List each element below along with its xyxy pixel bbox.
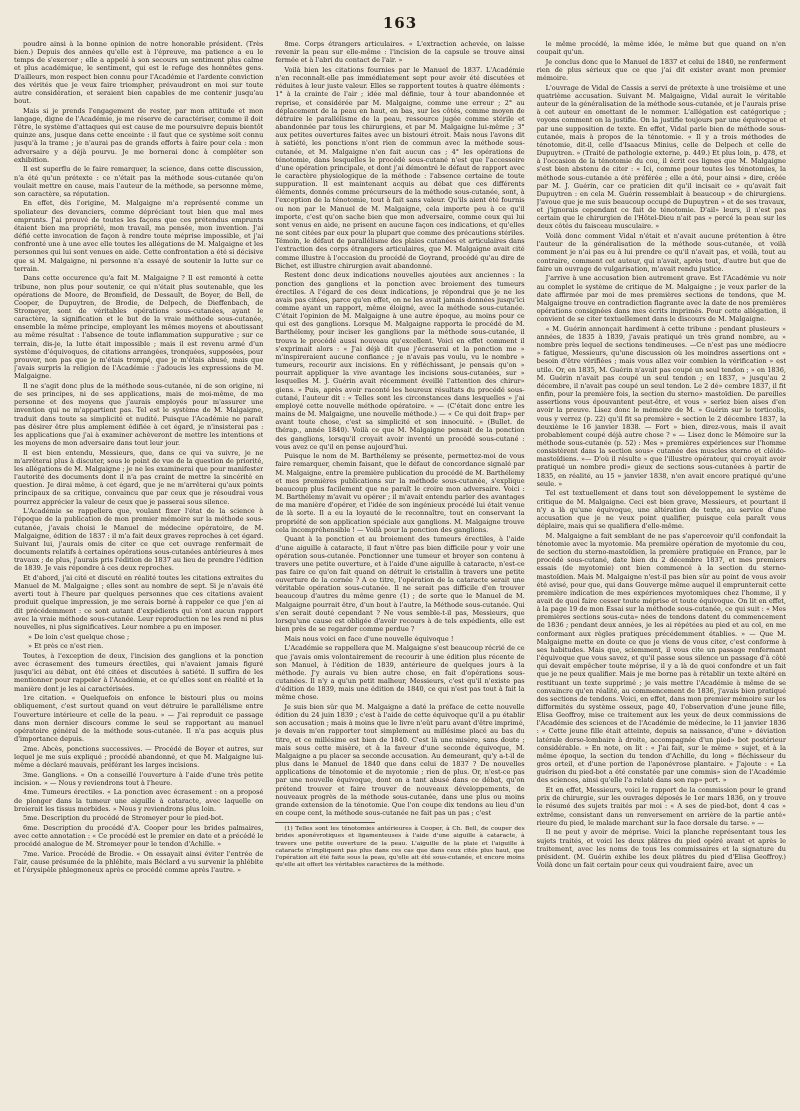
paragraph: Il ne s'agit donc plus de la méthode sous-cutanée, ni de son origine, ni de ses principes, ni de ses applications, mais de moi-même, de ma personne et des moyens que j'aurais employés pour m'assurer une invention qui ne m'appartient pas. Tel est le système de M. Malgaigne, traduit dans toute sa simplicité et nudité. Puisque l'Académie ne paraît pas désirer être plus amplement édifiée à cet égard, je n'insisterai pas : les applications que j'ai à examiner achèveront de mettre les intentions et les moyens de mon adversaire dans tout leur jour.: [14, 381, 264, 447]
column-left: [14, 40, 263, 1100]
column-middle: [275, 40, 524, 1100]
text-columns: [14, 40, 786, 1100]
paragraph: 2me. Abcès, ponctions successives. — Procédé de Boyer et autres, sur lequel je me suis expliqué ; procédé abandonné, et que M. Malgaigne lui-même a déclaré mauvais, préférant les larges incisions.: [14, 744, 264, 769]
paragraph: » De loin c'est quelque chose ;: [28, 632, 130, 641]
paragraph: 6me. Description du procédé d'A. Cooper pour les brides palmaires, avec cette annotation : « Ce procédé est le premier en date et a précédé le procédé analogue de M. Stromeyer pour le tendon d'Achille. »: [14, 824, 264, 849]
paragraph: Restent donc deux indications nouvelles ajoutées aux anciennes : la ponction des ganglions et la ponction avec broiement des tumeurs érectiles. A l'égard de ces deux indications, je répondrai que je ne les avais pas citées, parce qu'en effet, on ne les avait jamais données jusqu'ici comme ayant un rapport, même éloigné, avec la méthode sous-cutanée. C'était l'opinion de M. Malgaigne à une autre époque, au moins pour ce qui est des ganglions. Lorsque M. Malgaigne rapporta le procédé de M. Barthélemy, pour inciser les ganglions par la méthode sous-cutanée, il trouva le procédé aussi nouveau qu'excellent. Voici en effet comment il s'exprimait alors : « J'ai déjà dit que j'écraserai et la ponction me » m'inspireraient aucune confiance ; je n'avais pas voulu, vu le nombre » tumeurs, recourir aux incisions. En y réfléchissant, je pensais qu'on » pourrait appliquer la vive avantage les incisions sous-cutanées, sur » lesquelles M. J. Guérin avait récemment éveillé l'attention des chirur» giens. » Puis, après avoir raconté les heureux résultats du procédé sous-cutané, l'auteur dit : « Telles sont les circonstances dans lesquelles » j'ai employé cette nouvelle méthode opératoire. » — (C'était donc entre les mains de M. Malgaigne, une nouvelle méthode.) — « Ce qui doit frap» per avant toute chose, c'est sa simplicité et son innocuité. » (Bullet. de thérap., année 1840). Voilà ce que M. Malgaigne pensait de la ponction des ganglions, lorsqu'il croyait avoir inventé un procédé sous-cutané : vous avez ce qu'il en pense aujourd'hui.: [275, 271, 525, 451]
paragraph: L'Académie se rappellera que M. Malgaigne s'est beaucoup récrié de ce que j'avais omis volontairement de recourir à une édition plus récente de son Manuel, à l'édition de 1839, antérieure de quelques jours à la méthode. J'y aurais vu bien autre chose, en fait d'opérations sous-cutanées. Il n'y a qu'un petit malheur, Messieurs, c'est qu'il n'existe pas d'édition de 1839, mais une édition de 1840, ce qui n'est pas tout à fait la même chose.: [275, 644, 525, 702]
paragraph: « M. Guérin annonçait hardiment à cette tribune : pendant plusieurs » années, de 1835 à 1839, j'avais pratiqué un très grand nombre, au » nombre près lequel de sections tendineuses. —Ce n'est pas une médiocre » fatigue, Messieurs, qu'une discussion où les moindres assertions ont » besoin d'être vérifiées ; mais vous allez voir combien la vérification » est utile. Or, en 1835, M. Guérin n'avait pas coupé un seul tendon ; » en 1836, M. Guérin n'avait pas coupé un seul tendon ; en 1837, » jusqu'au 2 décembre, il n'avait pas coupé un seul tendon. Le 2 dé» cembre 1837, il fit enfin, pour la première fois, la section du sterno» mastoïdien. De pareilles assertions vous épouvantent peut-être, et vous » seriez bien aises d'en avoir la preuve. Lisez donc le mémoire de M. » Guérin sur le torticolis, vous y verrez (p. 22) qu'il fit sa première » section le 2 décembre 1837, la deuxième le 16 janvier 1838. — Fort » bien, direz-vous, mais il avait probablement coupé déjà autre chose ? » — Lisez donc le Mémoire sur la méthode sous-cutanée (p. 52) : Mes » premières expériences sur l'homme consistèrent dans la section sous» cutanée des muscles sterno et cléido-mastoïdiens. »— D'où il résulte » que l'illustre opérateur, qui croyait avoir pratiqué un nombre prodi» gieux de sections sous-cutanées à partir de 1835, en réalité, au 15 » janvier 1838, n'en avait encore pratiqué qu'une seule. »: [536, 324, 786, 488]
paragraph: M. Malgaigne a fait semblant de ne pas s'apercevoir qu'il confondait la ténotomie avec la myotomie. Ma première opération de myotomie du cou, de section du sterno-mastoïdien, la première pratiquée en France, par le procédé sous-cutané, date bien du 2 décembre 1837, et mes premiers essais (de myotomie) ont bien commencé à la section du sterno-mastoïdien. Mais M. Malgaigne n'est-il pas bien sûr au point de vous avoir été avisé, pour que, qui dans Gouverge même auquel il emprunterait cette première indication de mes expériences myotomiques chez l'homme, il y avait de quoi faire cesser toute méprise et toute équivoque. On lit en effet, à la page 19 de mon Essai sur la méthode sous-cutanée, ce qui suit : « Mes premières sections sous-cuta» nées de tendons datent du commencement de 1836 ; pendant deux années, je les ai répétées au pied et au col, en me conformant aux règles pratiques précédemment établies. » — Que M. Malgaigne mette en doute ce que je viens de vous citer, c'est conforme à ses habitudes. Mais que, sciemment, il vous cite un passage renfermant l'équivoque que vous savez, et qu'il passe sous silence un passage d'à côté qui devait empêcher toute méprise, il y a là de quoi confondre et un fait que je ne peux qualifier. Mais je me borne pas à rétablir un texte altéré en restituant un texte supprimé ; je vais mettre l'Académie à même de se convaincre qu'en réalité, au commencement de 1836, j'avais bien pratiqué des sections de tendons. Voici, en effet, dans mon premier mémoire sur les difformités du système osseux, page 40, l'observation d'une jeune fille, Elisa Geoffroy, mise ce traitement aux les yeux de deux commissions de l'Académie des sciences et de l'Académie de médecine, le 11 janvier 1836 : « Cette jeune fille était atteinte, depuis sa naissance, d'une » déviation latérale dorso-lombaire à droite, accompagnée d'un pied» bot postérieur considérable. » En note, on lit : « J'ai fait, sur le même » sujet, et à la même époque, la section du tendon d'Achille, du long » fléchisseur du gros orteil, et d'une portion de l'aponévrose plantaire. » J'ajoute : « La guérison du pied-bot a été constatée par une commis» sion de l'Académie des sciences, ainsi qu'elle l'a relaté dans son rap» port. »: [536, 531, 786, 785]
paragraph: Il ne peut y avoir de méprise. Voici la planche représentant tous les sujets traités, et voici les deux plâtres du pied opéré avant et après le traitement, avec les noms de tous les commissaires et la signature du président. (M. Guérin exhibe les deux plâtres du pied d'Elisa Geoffroy.) Voilà donc un fait certain pour ceux qui voudraient faire, avec un: [536, 828, 786, 869]
paragraph: J'arrive à une accusation bien autrement grave. Est l'Académie vu noir au complet le système de critique de M. Malgaigne ; je veux parler de la date affirmée par moi de mes premières sections de tendons, que M. Malgaigne trouve en contradiction flagrante avec la date de nos premières opérations consignées dans mes écrits imprimés. Pour cette allégation, il convient de se citer textuellement dans le discours de M. Malgaigne.: [536, 274, 786, 324]
paragraph: Et d'abord, j'ai cité et discuté en réalité toutes les citations extraites du Manuel de M. Malgaigne ; elles sont au nombre de sept. Si je n'avais été averti tout à l'heure par quelques personnes que ces citations avaient produit quelque impression, je me serais borné à rappeler ce que j'en ai dit précédemment : ce sont autant d'expédients qui n'ont aucun rapport avec la vraie méthode sous-cutanée. Leur reproduction ne les rend ni plus nouvelles, ni plus significatives. Leur nombre a pu en imposer.: [14, 574, 264, 631]
paragraph: Puisque le nom de M. Barthélemy se présente, permettez-moi de vous faire remarquer, chemin faisant, que le défaut de concordance signalé par M. Malgaigne, entre la première publication du procédé de M. Barthélemy et mes premières publications sur la méthode sous-cutanée, s'explique beaucoup plus facilement que ne paraît le croire mon adversaire. Voici : M. Barthélemy m'avait vu opérer ; il m'avait entendu parler des avantages de ma manière d'opérer, et l'idée de son ingénieux procédé lui était venue de là sorte. Il a eu la loyauté de le reconnaître, tout en conservant la propriété de son application spéciale aux ganglions. M. Malgaigne trouve cela incompréhensible ! — Voilà pour la ponction des ganglions.: [275, 452, 525, 534]
paragraph: Dans cette occurence qu'a fait M. Malgaigne ? Il est remonté à cette tribune, non plus pour soutenir, ce qui n'était plus soutenable, que les opérations de Moore, de Bromfield, de Dessault, de Boyer, de Bell, de Cooper, de Dupuytren, de Brodie, de Delpech, de Dieffenbach, de Stromeyer, sont de véritables opérations sous-cutanées, ayant le caractère, la signification et le but de la vraie méthode sous-cutanée, ensemble la même principe, employant les mêmes moyens et aboutissant au même résultat : l'absence de toute inflammation suppurative ; sur ce terrain, dis-je, la lutte était impossible ; mais il est revenu armé d'un système d'équivoques, de citations arrangées, tronquées, supposées, pour prouver, non pas que je m'étais trompé, que je m'étais abusé, mais que j'avais surpris la religion de l'Académie : j'adoucis les expressions de M. Malgaigne.: [14, 274, 264, 381]
paragraph: 8me. Corps étrangers articulaires. « L'extraction achevée, on laisse revenir la peau sur elle-même : l'incision de la capsule se trouve ainsi fermée et à l'abri du contact de l'air. »: [275, 40, 525, 65]
paragraph: » Et près ce n'est rien.: [28, 642, 104, 651]
paragraph: L'Académie se rappellera que, voulant fixer l'état de la science à l'époque de la publication de mon premier mémoire sur la méthode sous-cutanée, j'avais choisi le Manuel de médecine opératoire, de M. Malgaigne, édition de 1837 : il m'a fait deux graves reproches à cet égard. Suivant lui, j'aurais omis de citer ce que cet ouvrage renfermait de documents relatifs à certaines opérations sous-cutanées antérieures à mes travaux ; de plus, j'aurais pris l'édition de 1837 au lieu de prendre l'édition de 1839. Je vais répondre à ces deux reproches.: [14, 507, 264, 573]
paragraph: 7me. Varice. Procédé de Brodie. « On essayait ainsi éviter l'entrée de l'air, cause présumée de la phlébite, mais Béclard a vu survenir la phlébite et l'érysipèle phlegmoneux après ce procédé comme après l'autre. »: [14, 850, 264, 875]
paragraph: Il est superflu de le faire remarquer, la science, dans cette discussion, n'a été qu'un prétexte : ce n'était pas la méthode sous-cutanée qu'on voulait mettre en cause, mais l'auteur de la méthode, sa personne même, son caractère, sa réputation.: [14, 165, 264, 198]
paragraph: Mais si je prends l'engagement de rester, par mon attitude et mon langage, digne de l'Académie, je me réserve de caractériser, comme il doit l'être, le système d'attaques qui est cause de me poursuivre depuis bientôt quinze ans, jusque dans cette enceinte : il faut que ce système soit connu jusqu'à la trame ; je n'aurai pas de grands efforts à faire pour cela : mon adversaire y a déjà pourvu. Je me bornerai donc à compléter son exhibition.: [14, 106, 264, 164]
paragraph: Toutes, à l'exception de deux, l'incision des ganglions et la ponction avec écrasement des tumeurs érectiles, qui n'avaient jamais figuré jusqu'ici au débat, ont été citées et discutées à satiété. Il suffira de les mentionner pour rappeler à l'Académie, et ce qu'elles sont en réalité et la manière dont je les ai caractérisées.: [14, 651, 264, 693]
paragraph: 4me. Tumeurs érectiles. « La ponction avec écrasement : on a proposé de plonger dans la tumeur une aiguille à cataracte, avec laquelle on broierait les tissus morbides. » Nous y reviendrons plus loin.: [14, 788, 264, 813]
paragraph: Il est bien entendu, Messieurs, que, dans ce qui va suivre, je ne m'arrêterai plus à discuter, sous le point de vue de la question de priorité, les allégations de M. Malgaigne ; je ne les examinerai que pour manifester l'autorité des documents dont il n'a pas craint de mettre la sincérité en question. Je dirai même, à cet égard, que je ne m'arrêterai qu'aux points principaux de sa critique, convaincu que par ceux que je résoudrai vous pourrez apprécier la valeur de ceux que je passerai sous silence.: [14, 448, 264, 506]
column-right: [537, 40, 786, 1100]
footnote: (1) Telles sont les ténotomies antérieures à Cooper, à Ch. Bell, de couper des brides aponévrotiques et ligamenteuses à l'aide d'une aiguille à cataracte, à travers une petite ouverture de la peau. L'aiguille de la plaie et l'aiguille à cataracte n'impliquent pas plus dans ces cas que dans ceux cités plus haut, que l'opération ait été faite sous la peau, qu'elle ait été sous-cutanée, et encore moins qu'elle ait offert les véritables caractères de la méthode.: [275, 826, 525, 869]
paragraph: L'ouvrage de Vidal de Cassis a servi de prétexte à une troisième et une quatrième accusation. Suivant M. Malgaigne, Vidal aurait le véritable auteur de la généralisation de la méthode sous-cutanée, et je l'aurais prise à cet auteur en omettant de le nommer. L'allégation est catégorique ; voyons comment on la justifie. On la justifie toujours par une équivoque et par une supposition de texte. En effet, Vidal parle bien de méthode sous-cutanée, mais à propos de la ténotomie. « Il y a trois méthodes de ténotomie, dit-il, celle d'Isaacus Minius, celle de Delpech et celle de Dupuytren. » (Traité de pathologie externe, p. 449.) Et plus loin, p. 478, et à l'occasion de la ténotomie du cou, il écrit ces lignes que M. Malgaigne s'est bien abstenu de citer : « Ici, comme pour toutes les ténotomies, la méthode sous-cutanée a été préférée ; elle a été, pour ainsi » dire, créée par M. J. Guérin, car ce praticien dit qu'il incisait ce » qu'avait fait Dupuytren : en cela M. Guérin ressemblait à beaucoup » de chirurgiens. J'avoue que je me suis beaucoup occupé de Dupuytren » et de ses travaux, et j'ignorais cependant ce fait de ténotomie. D'ail» leurs, il n'est pas certain que le chirurgien de l'Hôtel-Dieu n'ait pas » percé la peau sur les deux côtés du faisceau musculaire. »: [536, 83, 786, 231]
paragraph: 3me. Ganglions. « On a conseillé l'ouverture à l'aide d'une très petite incision. » — Nous y reviendrons tout à l'heure.: [14, 770, 264, 787]
paragraph: Voilà bien les citations fournies par le Manuel de 1837. L'Académie n'en reconnaît-elle pas immédiatement sept pour avoir été discutées et réduites à leur juste valeur. Elles se rapportent toutes à quatre éléments : 1° à la crainte de l'air ; idée mal définie, tour à tour abandonnée et reprise, et considérée par M. Malgaigne, comme une erreur ; 2° au déplacement de la peau en haut, en bas, sur les côtés, comme moyen de détruire le parallélisme de la peau, ressource jugée comme stérile et abandonnée par tous les chirurgiens, et par M. Malgaigne lui-même ; 3° aux petites ouvertures faites avec un bistouri étroit. Mais nous l'avons dit à satiété, les ponctions n'ont rien de commun avec la méthode sous-cutanée, et M. Malgaigne n'en fait aucun cas ; 4° les opérations de ténotomie, dans lesquelles le procédé sous-cutané n'est que l'accessoire d'une opération principale, et dont j'ai démontré le défaut de rapport avec le caractère physiologique de la méthode : l'absence certaine de toute suppuration. Il est maintenant acquis au débat que ces différents éléments, donnés comme précurseurs de la méthode sous-cutanée, sont, à l'exception de la ténotomie, tout à fait sans valeur. Qu'ils aient été fournis ou non par le Manuel de M. Malgaigne, cela importe peu à ce qu'il importe, c'est qu'on sache bien que mon adversaire, comme ceux qui lui sont venus en aide, ne prisent en aucune façon ces indications, et qu'elles ne sont citées par eux pour la plupart que comme des précautions stériles. Témoin, le défaut de parallélisme des plaies cutanées et articulaires dans l'extraction des corps étrangers articulaires, que M. Malgaigne avait cité comme illustre à l'occasion du procédé de Goyrand, procédé qu'au dire de Bichet, est illustre chirurgien avait abandonné.: [275, 65, 525, 270]
footnote-separator: [275, 822, 375, 823]
paragraph: Tel est textuellement et dans tout son développement le système de critique de M. Malgaigne. Ceci est bien grave, Messieurs, et pourtant il n'y a là qu'une équivoque, une altération de texte, au service d'une accusation que je ne veux point qualifier, puisque cela paraît vous déplaire, mais qui se qualifiera d'elle-même.: [536, 489, 786, 531]
paragraph: Quant à la ponction et au broiement des tumeurs érectiles, à l'aide d'une aiguille à cataracte, il faut n'être pas bien difficile pour y voir une opération sous-cutanée. Ponctionner une tumeur et broyer son contenu à travers une petite ouverture, et à l'aide d'une aiguille à cataracte, n'est-ce pas faire ce qu'on fait quand on détruit le cristallin à travers une petite ouverture de la cornée ? A ce titre, l'opération de la cataracte serait une véritable opération sous-cutanée. Il ne serait pas difficile d'en trouver beaucoup d'autres du même genre (1) ; de sorte que le Manuel de M. Malgaigne pourrait être, d'un bout à l'autre, la Méthode sous-cutanée. Qui s'en serait douté cependant ? Ne vous semble-t-il pas, Messieurs, que lorsqu'une cause est obligée d'avoir recours à de tels expédients, elle est bien près de se regarder comme perdue ?: [275, 535, 525, 634]
paragraph: 5me. Description du procédé de Stromeyer pour le pied-bot.: [23, 814, 224, 823]
paragraph: poudre ainsi à la bonne opinion de notre honorable président. (Très bien.) Depuis des années qu'elle est à l'épreuve, ma patience a eu le temps de s'exercer ; elle a appelé à son secours un sentiment plus calme et plus académique, le sentiment, qui est le refuge des honnêtes gens. D'ailleurs, mon respect bien connu pour l'Académie et l'ardente conviction des vérités que je veux faire triompher, prévaudront en moi sur toute autre considération, et seraient bien capables de me contenir jusqu'au bout.: [14, 40, 264, 106]
paragraph: En effet, dès l'origine, M. Malgaigne m'a représenté comme un spoliateur des devanciers, comme dépréciant tout bien que mal mes emprunts. J'ai prouvé de toutes les façons que ces prétendus emprunts étaient bien ma propriété, mon travail, ma pensée, mon invention. J'ai défié cette invocation de façon à rendre toute méprise impossible, et j'ai confronté une à une avec elle toutes les allégations de M. Malgaigne et les personnes qui lui sont venues en aide. Cette confrontation a été si décisive que si M. Malgaigne, ni personne n'a essayé de soutenir la lutte sur ce terrain.: [14, 199, 264, 273]
paragraph: le même procédé, la même idée, le même but que quand on n'en coupait qu'un.: [536, 40, 786, 57]
page-number: 163: [382, 14, 418, 32]
paragraph: Mais nous voici en face d'une nouvelle équivoque !: [284, 634, 454, 643]
paragraph: Je suis bien sûr que M. Malgaigne a daté la préface de cette nouvelle édition du 24 juin 1839 ; c'est à l'aide de cette équivoque qu'il a pu établir son accusation ; mais à moins que le livre n'eût paru avant d'être imprimé, je devais m'en rapporter tout simplement au millésime placé au bas du titre, et ce millésime est bien de 1840. C'est là une misère, sans doute ; mais sous cette misère, et à la faveur d'une seconde équivoque, M. Malgaigne a pu placer sa seconde accusation. Au demeurant, qu'y a-t-il de plus dans le Manuel de 1840 que dans celui de 1837 ? De nouvelles applications de ténotomie et de myotomie ; rien de plus. Or, n'est-ce pas par une nouvelle équivoque, dont on a tant abusé dans ce débat, qu'on prétend trouver et faire trouver de nouveaux développements, de nouveaux progrès de la méthode sous-cutanée, dans une plus ou moins grande extension de la ténotomie. Que l'on coupe dix tendons au lieu d'un en coupe cent, la méthode sous-cutanée ne fait pas un pas ; c'est: [275, 703, 525, 818]
paragraph: Je conclus donc que le Manuel de 1837 et celui de 1840, ne renferment rien de plus sérieux que ce que j'ai dit exister avant mon premier mémoire.: [536, 57, 786, 83]
paragraph: Voilà donc comment Vidal n'était et n'avait aucune prétention à être l'auteur de la généralisation de la méthode sous-cutanée, et voilà comment je n'ai pas eu à lui prendre ce qu'il n'avait pas, et voilà, tout au contraire, comment cet auteur, qui n'avait, après tout, d'autre but que de faire un ouvrage de vulgarisation, m'avait rendu justice.: [536, 232, 786, 273]
paragraph: Et en effet, Messieurs, voici le rapport de la commission pour le grand prix de chirurgie, sur les ouvrages déposés le 1er mars 1836, on y trouve le résumé des sujets traités par moi : « A ses de pied-bot, dont 4 cas » extrême, consistant dans un renversement en arrière de la partie anté» rieure du pied, le malade marchant sur la face dorsale du tarse. » —: [536, 786, 786, 827]
paragraph: 1re citation. « Quelquefois on enfonce le bistouri plus ou moins obliquement, c'est surtout quand on veut détruire le parallélisme entre l'ouverture intérieure et celle de la peau. » — J'ai reproduit ce passage dans mon dernier discours comme le seul se rapportant au manuel opératoire général de la méthode sous-cutanée. Il n'a pas acquis plus d'importance depuis.: [14, 694, 264, 743]
